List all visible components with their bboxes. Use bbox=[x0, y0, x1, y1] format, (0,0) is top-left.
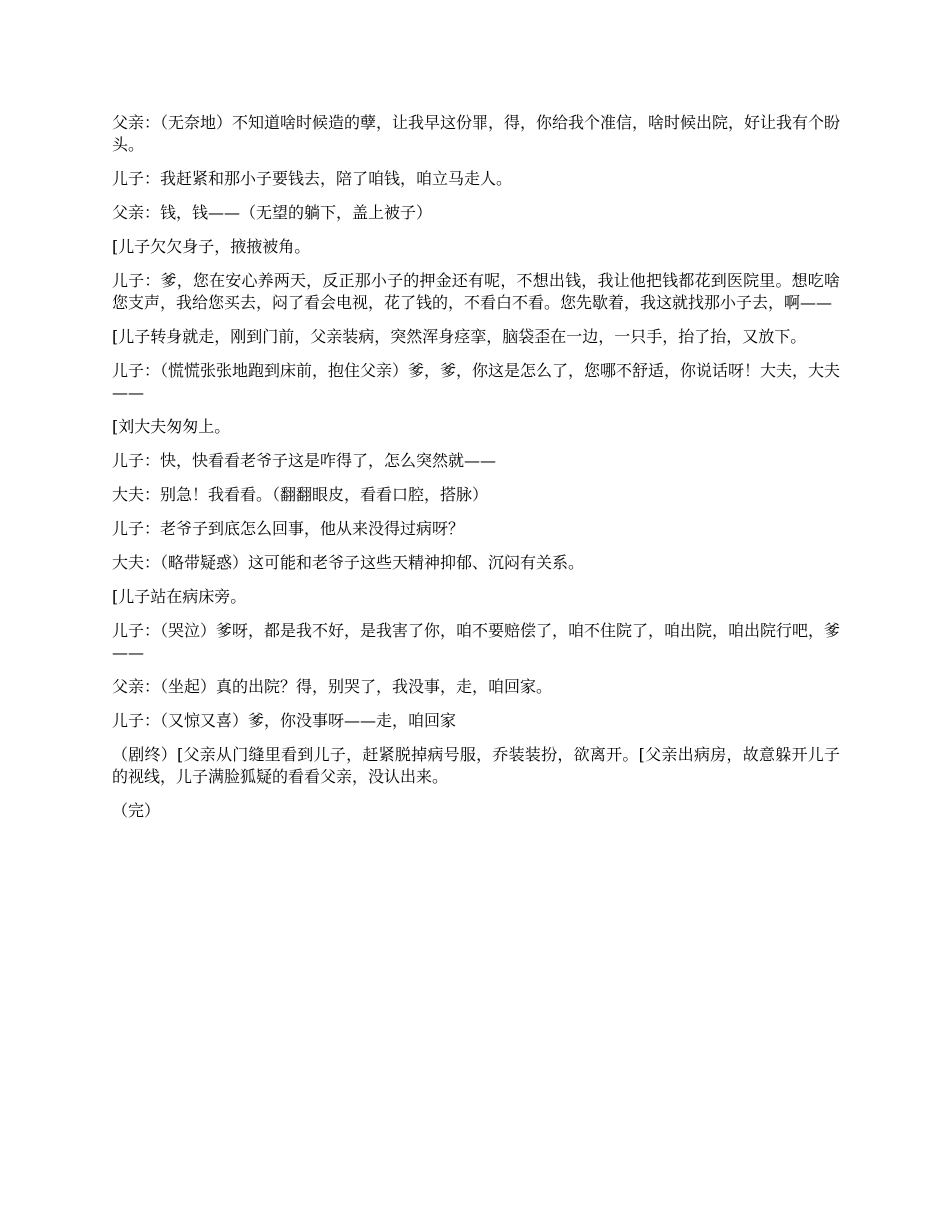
paragraph-18: （完） bbox=[112, 801, 161, 820]
paragraph-6: [儿子转身就走，刚到门前，父亲装病，突然浑身痉挛，脑袋歪在一边，一只手，抬了抬，又放下。 bbox=[112, 327, 807, 346]
paragraph-1: 父亲：（无奈地）不知道啥时候造的孽，让我早这份罪，得，你给我个准信，啥时候出院，好让我有个盼头。 bbox=[112, 113, 841, 154]
paragraph-16: 儿子：（又惊又喜）爹，你没事呀——走，咱回家 bbox=[112, 711, 457, 730]
paragraph-17: （剧终）[父亲从门缝里看到儿子，赶紧脱掉病号服，乔装装扮，欲离开。[父亲出病房，故意躲开儿子的视线，儿子满脸狐疑的看看父亲，没认出来。 bbox=[112, 745, 840, 786]
paragraph-11: 儿子：老爷子到底怎么回事，他从来没得过病呀？ bbox=[112, 519, 465, 538]
paragraph-14: 儿子：（哭泣）爹呀，都是我不好，是我害了你，咱不要赔偿了，咱不住院了，咱出院，咱出院行吧，爹—— bbox=[112, 621, 841, 662]
paragraph-4: [儿子欠欠身子，掖掖被角。 bbox=[112, 237, 311, 256]
paragraph-2: 儿子：我赶紧和那小子要钱去，陪了咱钱，咱立马走人。 bbox=[112, 169, 513, 188]
paragraph-9: 儿子：快，快看看老爷子这是咋得了，怎么突然就—— bbox=[112, 451, 497, 470]
paragraph-12: 大夫：（略带疑惑）这可能和老爷子这些天精神抑郁、沉闷有关系。 bbox=[112, 553, 585, 572]
paragraph-10: 大夫：别急！我看看。（翻翻眼皮，看看口腔，搭脉） bbox=[112, 485, 489, 504]
document-page bbox=[112, 112, 840, 834]
paragraph-5: 儿子：爹，您在安心养两天，反正那小子的押金还有呢，不想出钱，我让他把钱都花到医院里。想吃啥您支声，我给您买去，闷了看会电视，花了钱的，不看白不看。您先歇着，我这就找那小子去，啊—— bbox=[112, 271, 840, 312]
paragraph-3: 父亲：钱，钱——（无望的躺下，盖上被子） bbox=[112, 203, 433, 222]
paragraph-15: 父亲：（坐起）真的出院？得，别哭了，我没事，走，咱回家。 bbox=[112, 677, 553, 696]
paragraph-7: 儿子：（慌慌张张地跑到床前，抱住父亲）爹，爹，你这是怎么了，您哪不舒适，你说话呀！大夫，大夫—— bbox=[112, 361, 841, 402]
paragraph-13: [儿子站在病床旁。 bbox=[112, 587, 247, 606]
paragraph-8: [刘大夫匆匆上。 bbox=[112, 417, 231, 436]
